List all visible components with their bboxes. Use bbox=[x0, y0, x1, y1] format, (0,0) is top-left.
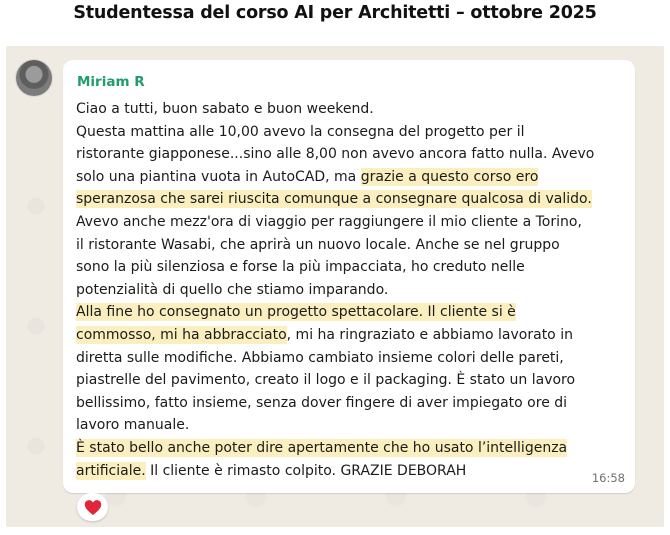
highlighted-text: artificiale. bbox=[76, 462, 146, 479]
message-text-segment: bellissimo, fatto insieme, senza dover fingere di aver impiegato ore di bbox=[76, 394, 568, 411]
message-line bbox=[76, 234, 630, 257]
heart-icon bbox=[84, 499, 102, 516]
message-text-segment: solo una piantina vuota in AutoCAD, ma bbox=[76, 168, 361, 185]
message-text-segment: diretta sulle modifiche. Abbiamo cambiato insieme colori delle pareti, bbox=[76, 349, 564, 366]
message-text-segment: ristorante giapponese...sino alle 8,00 non avevo ancora fatto nulla. Avevo bbox=[76, 146, 595, 163]
page-title: Studentessa del corso AI per Architetti – ottobre 2025 bbox=[73, 3, 597, 23]
message-line bbox=[76, 301, 630, 324]
message-text-segment: Ciao a tutti, buon sabato e buon weekend. bbox=[76, 101, 374, 117]
message-line bbox=[76, 211, 630, 234]
highlighted-text: commosso, mi ha abbracciato bbox=[76, 326, 287, 343]
message-text-segment: il ristorante Wasabi, che aprirà un nuovo locale. Anche se nel gruppo bbox=[76, 236, 560, 253]
message-timestamp: 16:58 bbox=[591, 471, 625, 485]
message-line bbox=[76, 460, 630, 483]
message-line bbox=[76, 256, 630, 279]
message-line bbox=[76, 279, 630, 302]
message-text-segment: Il cliente è rimasto colpito. GRAZIE DEBORAH bbox=[145, 462, 467, 479]
highlighted-text: Alla fine ho consegnato un progetto spettacolare. Il cliente si è bbox=[76, 304, 516, 321]
sender-name[interactable]: Miriam R bbox=[77, 74, 145, 90]
message-line bbox=[76, 188, 630, 211]
message-text-segment: sono la più silenziosa e forse la più impacciata, ho creduto nelle bbox=[76, 259, 525, 276]
message-line bbox=[76, 121, 630, 144]
message-line bbox=[76, 324, 630, 347]
message-line bbox=[76, 347, 630, 370]
highlighted-text: speranzosa che sarei riuscita comunque a consegnare qualcosa di valido. bbox=[76, 191, 592, 208]
message-text-segment: , mi ha ringraziato e abbiamo lavorato in bbox=[286, 326, 573, 343]
message-text-segment: piastrelle del pavimento, creato il logo e il packaging. È stato un lavoro bbox=[76, 372, 576, 389]
message-text bbox=[76, 98, 630, 482]
highlighted-text: È stato bello anche poter dire apertamente che ho usato l’intelligenza bbox=[76, 439, 568, 456]
message-line bbox=[76, 392, 630, 415]
message-text-segment: lavoro manuale. bbox=[76, 417, 190, 434]
message-text-segment: potenzialità di quello che stiamo imparando. bbox=[76, 281, 389, 298]
reaction-badge[interactable] bbox=[77, 493, 108, 521]
message-bubble[interactable] bbox=[63, 60, 635, 493]
message-text-segment: Avevo anche mezz'ora di viaggio per raggiungere il mio cliente a Torino, bbox=[76, 213, 582, 230]
message-line bbox=[76, 369, 630, 392]
message-text-segment: Questa mattina alle 10,00 avevo la consegna del progetto per il bbox=[76, 123, 525, 140]
message-line bbox=[76, 414, 630, 437]
avatar[interactable] bbox=[16, 60, 52, 96]
message-line bbox=[76, 143, 630, 166]
message-line bbox=[76, 98, 630, 121]
message-line bbox=[76, 166, 630, 189]
message-line bbox=[76, 437, 630, 460]
highlighted-text: grazie a questo corso ero bbox=[360, 168, 539, 185]
